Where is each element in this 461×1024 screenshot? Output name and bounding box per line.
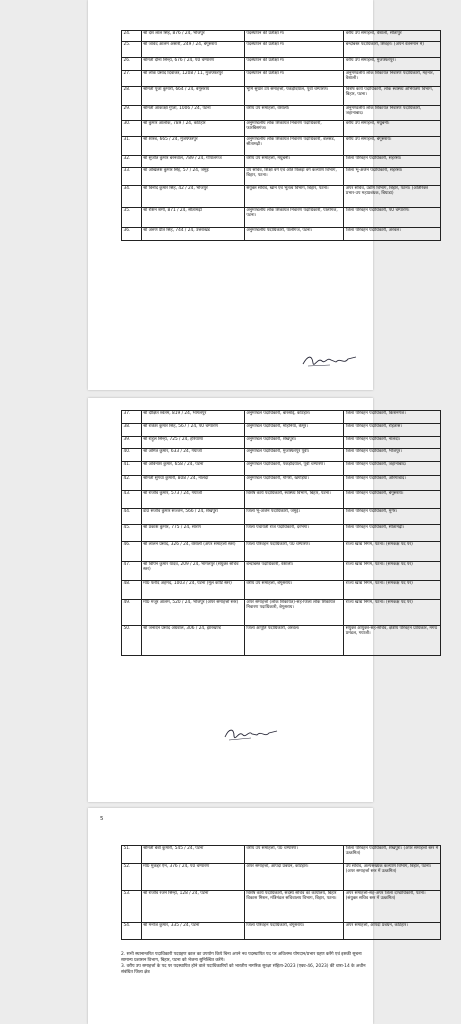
serial-number-cell: 41. (122, 462, 142, 476)
serial-number-cell: 39. (122, 437, 142, 449)
current-posting-cell: अनुमण्डलीय पदाधिकारी, पालीगंज, पटना। (244, 228, 343, 241)
new-posting-cell: जिला परिवहन पदाधिकारी, शेखपुरा। (अपर समाहर्त्ता स्तर में उत्क्रमित) (344, 846, 441, 864)
serial-number-cell: 49. (122, 600, 142, 626)
table-row (122, 106, 441, 121)
serial-number-cell: 46. (122, 542, 142, 562)
officer-cell: श्री राहुल सिन्हा, 725 / 24, हरियाणा (141, 437, 244, 449)
new-posting-cell: वरीय उप समाहर्त्ता, मुजफ्फरपुर। (344, 58, 441, 71)
current-posting-cell: अनुमण्डलीय लोक शिकायत निवारण पदाधिकारी, बेलसंड, सीतामढ़ी। (244, 137, 343, 156)
officer-cell: श्री दीक्षित श्वेतम, 819 / 24, भागलपुर (141, 411, 244, 424)
new-posting-cell: संयुक्त आयुक्त-सह-सचिव, क्षेत्रीय परिवहन प्राधिकार, मगध प्रमंडल, गयाजी। (344, 626, 441, 656)
table-row (122, 562, 441, 581)
table-row (122, 31, 441, 42)
current-posting-cell: अपर समाहर्त्ता (लोक शिकायत)-सह-जिला लोक शिकायत निवारण पदाधिकारी, बेगूसराय। (244, 600, 343, 626)
current-posting-cell: अनुमण्डल पदाधिकारी, बारसोई, कटिहार। (244, 411, 343, 424)
document-page-1 (88, 0, 434, 390)
serial-number-cell: 52. (122, 864, 142, 891)
table-row (122, 156, 441, 168)
serial-number-cell: 38. (122, 424, 142, 437)
current-posting-cell: जिला पंचायती राज पदाधिकारी, दरभंगा। (244, 525, 343, 542)
table-row (122, 168, 441, 186)
serial-number-cell: 24. (122, 31, 142, 42)
paragraph-3: 3. वरीय उप समाहर्त्ता के पद पर पदस्थापित होने वाले पदाधिकारियों को भारतीय नागरिक सुरक्षा संहिता-2023 (एक्ट-46, 2023) की धारा-14 के अधीन संबंधित जिला क्षेत्र (121, 964, 366, 976)
serial-number-cell: 25. (122, 42, 142, 58)
current-posting-cell: अपर समाहर्त्ता, आपदा प्रबंधन, कटिहार। (244, 864, 343, 891)
serial-number-cell: 37. (122, 411, 142, 424)
new-posting-cell: जिला भू-अर्जन पदाधिकारी, सहरसा। (344, 168, 441, 186)
table-row (122, 476, 441, 491)
table-row (122, 121, 441, 137)
serial-number-cell: 34. (122, 186, 142, 208)
current-posting-cell: उप सचिव, शिक्षा वर्ग एवं अति पिछड़ा वर्ग कल्याण विभाग, बिहार, पटना। (244, 168, 343, 186)
current-posting-cell: वरीय उप समाहर्त्ता, प0 चम्पारण। (244, 846, 343, 864)
officer-cell: श्री कुमार आलोक, 789 / 24, कटिहार (141, 121, 244, 137)
new-posting-cell: राज्य खाद्य निगम, पटना। (समकक्ष पद पर) (344, 581, 441, 600)
document-page-3 (88, 808, 439, 1024)
current-posting-cell: बन्दोबस्त पदाधिकारी, वैशाली। (244, 562, 343, 581)
officer-cell: श्री रौशन शमी, 871 / 24, सीतामढ़ी (141, 208, 244, 228)
serial-number-cell: 32. (122, 156, 142, 168)
serial-number-cell: 51. (122, 846, 142, 864)
current-posting-cell: जिला आपूर्ति पदाधिकारी, अरवल। (244, 626, 343, 656)
officer-cell: डॉ0 संजीव कुमार सज्जन, 566 / 24, शेखपुरा (141, 509, 244, 525)
current-posting-cell: पदस्थापन की प्रतीक्षा में। (244, 58, 343, 71)
officer-cell: श्री विपिन कुमार यादव, 209 / 24, भागलपुर (संयुक्त सचिव स्तर) (141, 562, 244, 581)
officer-cell: मो0 मुकद्दर ऐन, 376 / 24, प0 चम्पारण (141, 864, 244, 891)
current-posting-cell: अनुमण्डल पदाधिकारी, पकड़ीदयाल, पूर्वी चम्पारण। (244, 462, 343, 476)
current-posting-cell: विशेष कार्य पदाधिकारी, स्वास्थ्य विभाग, बिहार, पटना। (244, 491, 343, 509)
serial-number-cell: 31. (122, 137, 142, 156)
current-posting-cell: वरीय उप समाहर्त्ता, मधुबनी। (244, 156, 343, 168)
new-posting-cell: वरीय उप समाहर्त्ता, मधुबनी। (344, 121, 441, 137)
new-posting-cell: अपर सचिव, उद्योग विभाग, बिहार, पटना। (अतिरिक्त प्रभार-उप महाप्रबंधक, बियाडा) (344, 186, 441, 208)
officer-cell: मो0 फरीद अहमद, 1003 / 24, पटना (मूल कोटि स्तर) (141, 581, 244, 600)
current-posting-cell: अनुमण्डल पदाधिकारी, गोगरी, खगड़िया। (244, 476, 343, 491)
table-row (122, 542, 441, 562)
current-posting-cell: भूमि सुधार उप समाहर्त्ता, पकड़ीदयाल, पूर्वी चम्पारण। (244, 87, 343, 106)
officer-cell: श्री विनोद कुमार सिंह, 42 / 24, भोजपुर (141, 186, 244, 208)
current-posting-cell: जिला परिवहन पदाधिकारी, प0 चम्पारण। (244, 542, 343, 562)
new-posting-cell: जिला परिवहन पदाधिकारी, बेगूसराय। (344, 491, 441, 509)
serial-number-cell: 40. (122, 449, 142, 462)
officer-cell: श्री अविनाश कुमार, 658 / 24, पटना (141, 462, 244, 476)
serial-number-cell: 47. (122, 562, 142, 581)
officer-cell: श्री सुजीत कुमार बरनवाल, 789 / 24, गोपालगंज (141, 156, 244, 168)
table-row (122, 71, 441, 87)
officer-cell: श्री मनोज कुमार, 335 / 24, पटना (141, 923, 244, 940)
table-row (122, 424, 441, 437)
new-posting-cell: जिला परिवहन पदाधिकारी, जहानाबाद। (344, 462, 441, 476)
new-posting-cell: जिला परिवहन पदाधिकारी, सीतामढ़ी। (344, 525, 441, 542)
serial-number-cell: 26. (122, 58, 142, 71)
new-posting-cell: विशेष कार्य पदाधिकारी, लोक स्वास्थ्य अभियंत्रण विभाग, बिहार, पटना। (344, 87, 441, 106)
officer-cell: श्री लोक प्रसाद दिवाकर, 1208 / 11, मुजफ्फरपुर (141, 71, 244, 87)
current-posting-cell: अनुमण्डलीय लोक शिकायत निवारण पदाधिकारी, फारबिसगंज। (244, 121, 343, 137)
table-row (122, 437, 441, 449)
current-posting-cell: अनुमण्डल पदाधिकारी, मुजफ्फरपुर पूर्वी। (244, 449, 343, 462)
serial-number-cell: 27. (122, 71, 142, 87)
serial-number-cell: 50. (122, 626, 142, 656)
new-posting-cell: जिला परिवहन पदाधिकारी, औरंगाबाद। (344, 476, 441, 491)
new-posting-cell: वरीय उप समाहर्त्ता, वैशाली, सीतापुर (344, 31, 441, 42)
table-row (122, 411, 441, 424)
page-number: 5 (100, 816, 104, 822)
document-page-2 (88, 398, 438, 802)
new-posting-cell: जिला परिवहन पदाधिकारी, प0 चम्पारण। (344, 208, 441, 228)
officer-cell: श्रीमती आकांक्षा गुप्ता, 1006 / 24, पटना (141, 106, 244, 121)
serial-number-cell: 42. (122, 476, 142, 491)
current-posting-cell: जिला भू-अर्जन पदाधिकारी, जमुई। (244, 509, 343, 525)
serial-number-cell: 48. (122, 581, 142, 600)
current-posting-cell: पदस्थापन की प्रतीक्षा में। (244, 71, 343, 87)
table-row (122, 491, 441, 509)
table-row (122, 626, 441, 656)
serial-number-cell: 35. (122, 208, 142, 228)
current-posting-cell: अनुमण्डलीय लोक शिकायत निवारण पदाधिकारी, पालीगंज, पटना। (244, 208, 343, 228)
table-row (122, 891, 441, 923)
serial-number-cell: 54. (122, 923, 142, 940)
table-row (122, 462, 441, 476)
officer-cell: श्री लालन प्रसाद, 326 / 24, वैशाली (अपर समाहर्त्ता स्तर) (141, 542, 244, 562)
table-row (122, 42, 441, 58)
new-posting-cell: जिला परिवहन पदाधिकारी, भोजपुर। (344, 449, 441, 462)
table-row (122, 186, 441, 208)
officer-cell: श्री देश लाल सिंह, 876 / 24, भोजपुर (141, 31, 244, 42)
new-posting-cell: वरीय उप समाहर्त्ता, बेगूसराय। (344, 137, 441, 156)
table-row (122, 87, 441, 106)
current-posting-cell: अनुमण्डल पदाधिकारी, मोहनियाँ, कैमूर। (244, 424, 343, 437)
serial-number-cell: 33. (122, 168, 142, 186)
officer-cell: श्रीमती सुगंधा कुमारी, 808 / 24, नालंदा (141, 476, 244, 491)
officer-cell: श्री प्रकाश कुमार, 775 / 24, सारण (141, 525, 244, 542)
instruction-paragraphs (121, 952, 366, 976)
officer-cell: श्री जावेद आलम अंसारी, 249 / 24, बेगूसराय (141, 42, 244, 58)
new-posting-cell: अपर समाहर्त्ता, आपदा प्रबंधन, कटिहार। (344, 923, 441, 940)
table-row (122, 525, 441, 542)
table-row (122, 509, 441, 525)
table-row (122, 581, 441, 600)
serial-number-cell: 28. (122, 87, 142, 106)
signature-mark-icon (300, 351, 360, 371)
new-posting-cell: जिला परिवहन पदाधिकारी, नालंदा। (344, 437, 441, 449)
officer-cell: श्री अखिलेश कुमार सिंह, 57 / 24, जमुई (141, 168, 244, 186)
serial-number-cell: 43. (122, 491, 142, 509)
new-posting-cell: राज्य खाद्य निगम, पटना। (समकक्ष पद पर) (344, 562, 441, 581)
officer-cell: श्री अमित कुमार, 633 / 24, गयाजी (141, 449, 244, 462)
transfer-table (121, 30, 441, 241)
officer-cell: श्रीमती दीना सिन्हा, 676 / 24, प0 चम्पारण (141, 58, 244, 71)
new-posting-cell: उप सचिव, अल्पसंख्यक कल्याण विभाग, बिहार, पटना। (अपर समाहर्त्ता स्तर में उत्क्रमित) (344, 864, 441, 891)
new-posting-cell: राज्य खाद्य निगम, पटना। (समकक्ष पद पर) (344, 542, 441, 562)
current-posting-cell: विशेष कार्य पदाधिकारी, सदस्य सचिव का कार्यालय, बिहार विकास मिशन, मंत्रिमंडल सचिवालय विभाग, बिहार, पटना। (244, 891, 343, 923)
new-posting-cell: बन्दोबस्त पदाधिकारी, शिवहर। (अपने वेतनमान में) (344, 42, 441, 58)
serial-number-cell: 45. (122, 525, 142, 542)
officer-cell: श्री अरुण प्रीत सिंह, 744 / 24, उत्तराखंड (141, 228, 244, 241)
new-posting-cell: जिला परिवहन पदाधिकारी, रोहतास। (344, 424, 441, 437)
officer-cell: श्री शारब, 665 / 24, मुजफ्फरपुर (141, 137, 244, 156)
current-posting-cell: जिला परिवहन पदाधिकारी, बेगूसराय। (244, 923, 343, 940)
current-posting-cell: अनुमण्डल पदाधिकारी, शेखपुरा। (244, 437, 343, 449)
table-row (122, 846, 441, 864)
table-row (122, 137, 441, 156)
table-row (122, 600, 441, 626)
table-row (122, 58, 441, 71)
new-posting-cell: जिला परिवहन पदाधिकारी, अरवल। (344, 228, 441, 241)
table-row (122, 228, 441, 241)
officer-cell: श्री राजीव रंजन सिन्हा, 128 / 24, पटना (141, 891, 244, 923)
table-row (122, 449, 441, 462)
officer-cell: श्री राजीव कुमार, 573 / 24, गयाजी (141, 491, 244, 509)
new-posting-cell: अपर समाहर्त्ता-सह-अपर जिला दण्डाधिकारी, पटना। (संयुक्त सचिव स्तर में उत्क्रमित) (344, 891, 441, 923)
serial-number-cell: 53. (122, 891, 142, 923)
new-posting-cell: जिला परिवहन पदाधिकारी, मुंगेर। (344, 509, 441, 525)
officer-cell: मो0 मंजूर आलम, 520 / 24, भोजपुर (अपर समाहर्त्ता स्तर) (141, 600, 244, 626)
current-posting-cell: वरीय उप समाहर्त्ता, बेगूसराय। (244, 581, 343, 600)
current-posting-cell: वरीय उप समाहर्त्ता, वैशाली। (244, 106, 343, 121)
officer-cell: श्री राकेश कुमार सिंह, 567 / 24, प0 चम्पारण (141, 424, 244, 437)
serial-number-cell: 44. (122, 509, 142, 525)
officer-cell: श्री जनार्दन प्रसाद अग्रवाल, 306 / 24, झारखण्ड (141, 626, 244, 656)
transfer-table (121, 410, 441, 656)
new-posting-cell: अनुमण्डलीय लोक शिकायत निवारण पदाधिकारी, जहानाबाद। (344, 106, 441, 121)
new-posting-cell: जिला परिवहन पदाधिकारी, सहरसा। (344, 156, 441, 168)
serial-number-cell: 29. (122, 106, 142, 121)
officer-cell: श्रीमती बेबी कुमारी, 545 / 24, पटना (141, 846, 244, 864)
new-posting-cell: जिला परिवहन पदाधिकारी, किशनगंज। (344, 411, 441, 424)
paragraph-2: 2. सभी स्थानान्तरित पदाधिकारी पदग्रहण काल का उपयोग किये बिना अपने नव पदस्थापित पद पर अविलम्ब योगदान/प्रभार ग्रहण करेंगे एवं इसकी सूचना सामान्य प्रशासन विभाग, बिहार, पटना को भेजना सुनिश्चित करेंगे। (121, 952, 362, 964)
table-row (122, 208, 441, 228)
current-posting-cell: संयुक्त सचिव, खान एवं भूतत्व विभाग, बिहार, पटना। (244, 186, 343, 208)
officer-cell: श्रीमती पूजा कुमारी, 664 / 24, बेगूसराय (141, 87, 244, 106)
serial-number-cell: 36. (122, 228, 142, 241)
table-row (122, 923, 441, 940)
signature-mark-icon (222, 725, 280, 745)
new-posting-cell: अनुमण्डलीय लोक शिकायत निवारण पदाधिकारी, महनार, वैशाली। (344, 71, 441, 87)
current-posting-cell: पदस्थापन की प्रतीक्षा में। (244, 42, 343, 58)
current-posting-cell: पदस्थापन की प्रतीक्षा में। (244, 31, 343, 42)
new-posting-cell: राज्य खाद्य निगम, पटना। (समकक्ष पद पर) (344, 600, 441, 626)
serial-number-cell: 30. (122, 121, 142, 137)
transfer-table (121, 845, 441, 940)
table-row (122, 864, 441, 891)
